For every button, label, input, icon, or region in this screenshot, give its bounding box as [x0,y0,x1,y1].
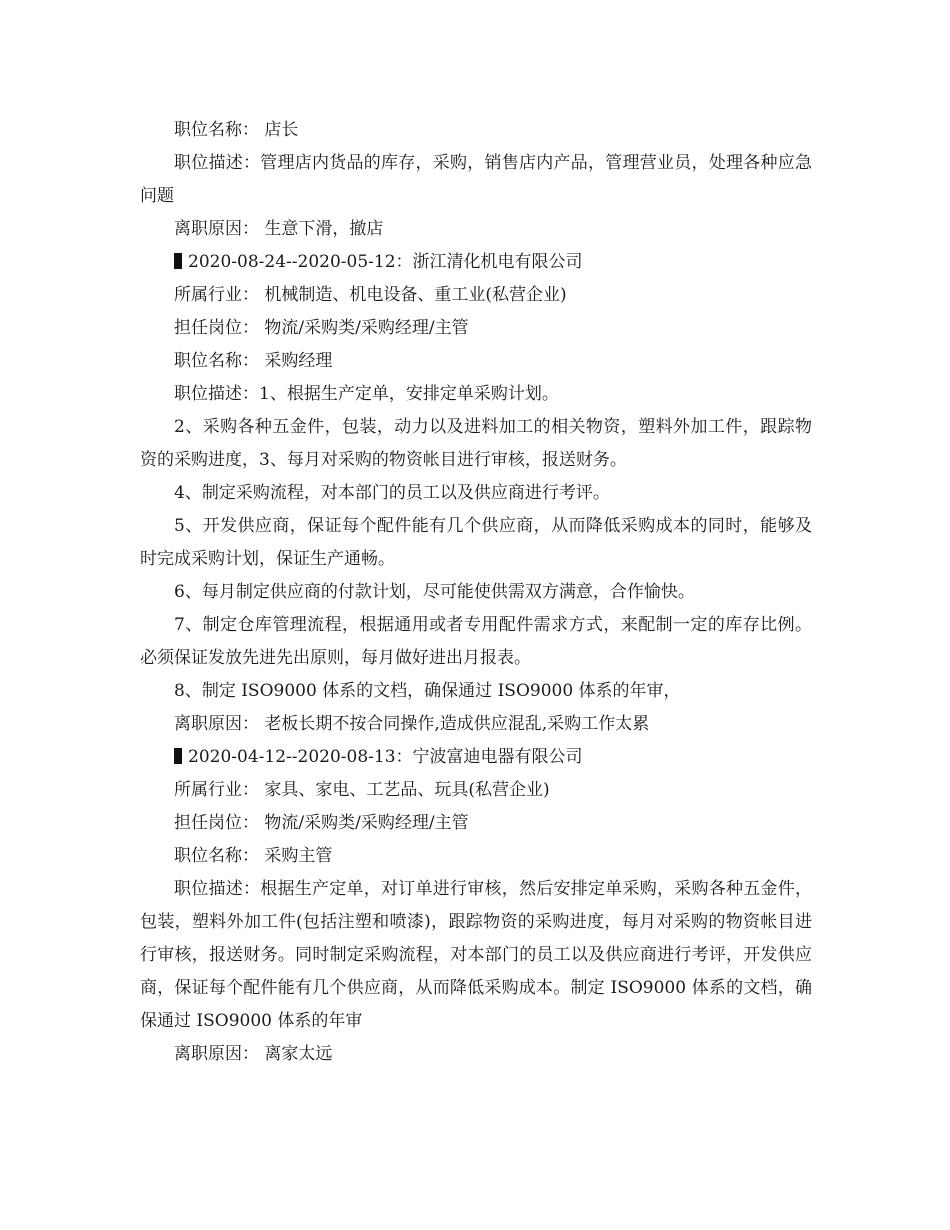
employment-period-heading: 2020-04-12--2020-08-13：宁波富迪电器有限公司 [140,741,812,774]
duty-item: 5、开发供应商，保证每个配件能有几个供应商，从而降低采购成本的同时，能够及时完成采购计划，保证生产通畅。 [140,516,812,569]
job-description-line: 职位描述：管理店内货品的库存，采购，销售店内产品，管理营业员，处理各种应急问题 [140,153,812,206]
employment-period-heading: 2020-08-24--2020-05-12：浙江清化机电有限公司 [140,246,812,279]
job-title-line: 职位名称： 采购经理 [174,351,333,371]
leave-reason-line: 离职原因： 离家太远 [174,1044,333,1064]
position-line: 担任岗位： 物流/采购类/采购经理/主管 [174,318,469,338]
duty-item: 4、制定采购流程，对本部门的员工以及供应商进行考评。 [174,483,610,503]
industry-line: 所属行业： 机械制造、机电设备、重工业(私营企业) [174,285,567,305]
job-description-line: 职位描述：根据生产定单，对订单进行审核，然后安排定单采购，采购各种五金件，包装，塑料外加工件(包括注塑和喷漆)，跟踪物资的采购进度，每月对采购的物资帐目进行审核，报送财务。同时制定采购流程，对本部门的员工以及供应商进行考评，开发供应商，保证每个配件能有几个供应商，从而降低采购成本。制定 ISO9000 体系的文档，确保通过 ISO9000 体系的年审 [140,879,812,1031]
bullet-marker [174,748,182,764]
job-description-line: 职位描述：1、根据生产定单，安排定单采购计划。 [174,384,559,404]
document-body [140,114,812,1071]
duty-item: 2、采购各种五金件，包装，动力以及进料加工的相关物资，塑料外加工件，跟踪物资的采购进度，3、每月对采购的物资帐目进行审核，报送财务。 [140,417,812,470]
industry-line: 所属行业： 家具、家电、工艺品、玩具(私营企业) [174,780,550,800]
duty-item: 6、每月制定供应商的付款计划，尽可能使供需双方满意，合作愉快。 [174,582,695,602]
duty-item: 8、制定 ISO9000 体系的文档，确保通过 ISO9000 体系的年审， [174,681,681,701]
job-title-line: 职位名称： 采购主管 [174,846,333,866]
leave-reason-line: 离职原因： 生意下滑，撤店 [174,219,384,239]
leave-reason-line: 离职原因： 老板长期不按合同操作,造成供应混乱,采购工作太累 [174,714,650,734]
job-title-line: 职位名称： 店长 [174,120,299,140]
duty-item: 7、制定仓库管理流程，根据通用或者专用配件需求方式，来配制一定的库存比例。必须保证发放先进先出原则，每月做好进出月报表。 [140,615,812,668]
position-line: 担任岗位： 物流/采购类/采购经理/主管 [174,813,469,833]
bullet-marker [174,253,182,269]
